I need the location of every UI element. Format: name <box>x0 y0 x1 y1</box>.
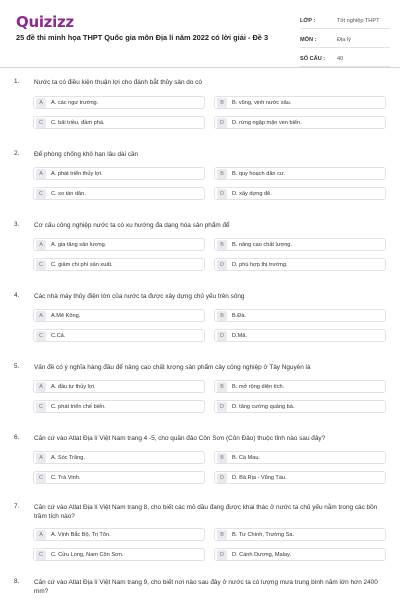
question-4 <box>0 292 400 363</box>
option-letter: A <box>36 98 46 108</box>
option-b[interactable] <box>214 96 386 109</box>
question-text: Căn cứ vào Atlat Địa lí Việt Nam trang 9, cho biết nơi nào sau đây ở nước ta có lượng mưa trung bình năm lớn hơn 2400 mm? <box>34 579 378 595</box>
question-text: Vấn đề có ý nghĩa hàng đầu để nâng cao chất lượng sản phẩm cây công nghiệp ở Tây Nguyên là <box>34 364 311 371</box>
question-number: 8. <box>14 578 20 585</box>
question-number: 5. <box>14 363 20 370</box>
meta-key: MÔN : <box>300 36 317 43</box>
option-c[interactable] <box>33 471 205 484</box>
meta-value: 40 <box>337 55 344 62</box>
meta-value: Tốt nghiệp THPT <box>337 17 380 24</box>
question-header <box>0 434 400 443</box>
worksheet-header <box>0 0 400 68</box>
meta-row-subject <box>300 32 390 48</box>
option-text: C. Trà Vinh. <box>51 474 81 481</box>
option-text: A. đầu tư thủy lợi. <box>51 383 96 390</box>
option-letter: A <box>36 453 46 463</box>
option-letter: C <box>36 402 46 412</box>
question-3 <box>0 221 400 292</box>
option-letter: B <box>217 311 227 321</box>
option-text: C.Cả. <box>51 332 66 339</box>
question-2 <box>0 150 400 221</box>
option-d[interactable] <box>214 187 386 200</box>
option-text: A. Vịnh Bắc Bộ, Trị Tôn. <box>51 531 111 538</box>
option-d[interactable] <box>214 258 386 271</box>
question-text: Để phòng chống khô hạn lâu dài cần <box>34 151 139 158</box>
question-1 <box>0 78 400 150</box>
option-text: B.Đà. <box>232 312 246 319</box>
option-a[interactable] <box>33 528 205 541</box>
meta-key: SỐ CÂU : <box>300 55 326 62</box>
option-text: C. Cửu Long, Nam Côn Sơn. <box>51 551 124 558</box>
question-text: Cơ cấu công nghiệp nước ta có xu hướng đa dạng hóa sản phẩm để <box>34 222 230 229</box>
option-text: A. phát triển thủy lợi. <box>51 170 103 177</box>
option-letter: A <box>36 382 46 392</box>
option-a[interactable] <box>33 167 205 180</box>
option-a[interactable] <box>33 380 205 393</box>
question-number: 1. <box>14 78 20 85</box>
option-text: B. nâng cao chất lượng. <box>232 241 292 248</box>
option-c[interactable] <box>33 116 205 129</box>
option-a[interactable] <box>33 451 205 464</box>
question-number: 4. <box>14 292 20 299</box>
worksheet-meta <box>300 13 390 70</box>
question-header <box>0 292 400 301</box>
quizizz-logo: Quizizz <box>16 13 74 31</box>
option-text: D.Mã. <box>232 332 247 339</box>
option-a[interactable] <box>33 309 205 322</box>
option-c[interactable] <box>33 329 205 342</box>
option-text: B. Cà Mau. <box>232 454 260 461</box>
question-header <box>0 503 400 521</box>
question-5 <box>0 363 400 434</box>
option-letter: A <box>36 311 46 321</box>
option-c[interactable] <box>33 400 205 413</box>
option-letter: B <box>217 169 227 179</box>
option-letter: B <box>217 382 227 392</box>
question-number: 2. <box>14 150 20 157</box>
option-d[interactable] <box>214 329 386 342</box>
option-text: B. vũng, vịnh nước sâu. <box>232 99 292 106</box>
option-letter: C <box>36 260 46 270</box>
option-letter: C <box>36 550 46 560</box>
meta-row-class <box>300 13 390 29</box>
option-b[interactable] <box>214 309 386 322</box>
option-letter: D <box>217 260 227 270</box>
option-letter: B <box>217 530 227 540</box>
option-a[interactable] <box>33 238 205 251</box>
option-text: C. so tán dân. <box>51 190 86 197</box>
option-letter: B <box>217 98 227 108</box>
question-header <box>0 78 400 87</box>
option-b[interactable] <box>214 451 386 464</box>
option-letter: D <box>217 402 227 412</box>
option-d[interactable] <box>214 471 386 484</box>
option-d[interactable] <box>214 116 386 129</box>
option-text: C. bãi triều, đầm phá. <box>51 119 105 126</box>
option-letter: B <box>217 453 227 463</box>
option-letter: D <box>217 331 227 341</box>
option-text: A.Mê Kông. <box>51 312 81 319</box>
option-b[interactable] <box>214 528 386 541</box>
option-letter: C <box>36 189 46 199</box>
option-text: C. phát triển chế biến. <box>51 403 106 410</box>
option-d[interactable] <box>214 548 386 561</box>
option-letter: C <box>36 118 46 128</box>
option-text: A. gia tăng sản lượng. <box>51 241 107 248</box>
option-text: B. Tư Chính, Trường Sa. <box>232 531 295 538</box>
option-letter: A <box>36 169 46 179</box>
option-text: A. các ngư trường. <box>51 99 99 106</box>
option-letter: D <box>217 189 227 199</box>
meta-key: LỚP : <box>300 17 316 24</box>
question-number: 6. <box>14 434 20 441</box>
option-c[interactable] <box>33 548 205 561</box>
question-header <box>0 221 400 230</box>
option-text: D. xây dựng đê. <box>232 190 272 197</box>
option-text: B. mở rộng diện tích. <box>232 383 285 390</box>
question-6 <box>0 434 400 503</box>
meta-row-question-count <box>300 51 390 67</box>
question-header <box>0 578 400 596</box>
question-text: Căn cứ vào Atlat Địa lí Việt Nam trang 8, cho biết các mỏ dầu đang được khai thác ở nước ta chủ yếu nằm trong các bồn trầm tích nào? <box>34 504 378 520</box>
option-b[interactable] <box>214 238 386 251</box>
question-number: 7. <box>14 503 20 510</box>
question-8 <box>0 578 400 600</box>
option-c[interactable] <box>33 187 205 200</box>
question-text: Căn cứ vào Atlat Địa lí Việt Nam trang 4 -5, cho quần đảo Côn Sơn (Côn Đảo) thuộc tỉnh nào sau đây? <box>34 435 326 442</box>
option-letter: B <box>217 240 227 250</box>
question-list <box>0 78 400 600</box>
question-header <box>0 150 400 159</box>
option-letter: D <box>217 118 227 128</box>
option-c[interactable] <box>33 258 205 271</box>
option-b[interactable] <box>214 380 386 393</box>
option-text: D. tăng cường quảng bá. <box>232 403 295 410</box>
option-text: A. Sóc Trăng. <box>51 454 85 461</box>
question-number: 3. <box>14 221 20 228</box>
option-text: D. Cánh Dương, Malay. <box>232 551 291 558</box>
option-text: D. Bà Rịa - Vũng Tàu. <box>232 474 287 481</box>
option-text: C. giảm chi phí sản xuất. <box>51 261 113 268</box>
option-letter: D <box>217 473 227 483</box>
option-text: B. quy hoạch dân cư. <box>232 170 286 177</box>
option-letter: C <box>36 473 46 483</box>
option-b[interactable] <box>214 167 386 180</box>
option-a[interactable] <box>33 96 205 109</box>
header-divider <box>0 67 400 68</box>
question-text: Các nhà máy thủy điện lớn của nước ta được xây dựng chủ yếu trên sông <box>34 293 245 300</box>
meta-value: Địa lý <box>337 36 351 43</box>
option-letter: A <box>36 240 46 250</box>
question-7 <box>0 503 400 578</box>
question-text: Nước ta có điều kiện thuận lợi cho đánh bắt thủy sản do có <box>34 79 202 86</box>
option-text: D. rừng ngập mặn ven biển. <box>232 119 302 126</box>
option-text: D. phù hợp thị trường. <box>232 261 288 268</box>
option-d[interactable] <box>214 400 386 413</box>
question-header <box>0 363 400 372</box>
worksheet-title: 25 đề thi minh họa THPT Quốc gia môn Địa lí năm 2022 có lời giải - Đề 3 <box>16 33 269 42</box>
option-letter: D <box>217 550 227 560</box>
option-letter: A <box>36 530 46 540</box>
option-letter: C <box>36 331 46 341</box>
